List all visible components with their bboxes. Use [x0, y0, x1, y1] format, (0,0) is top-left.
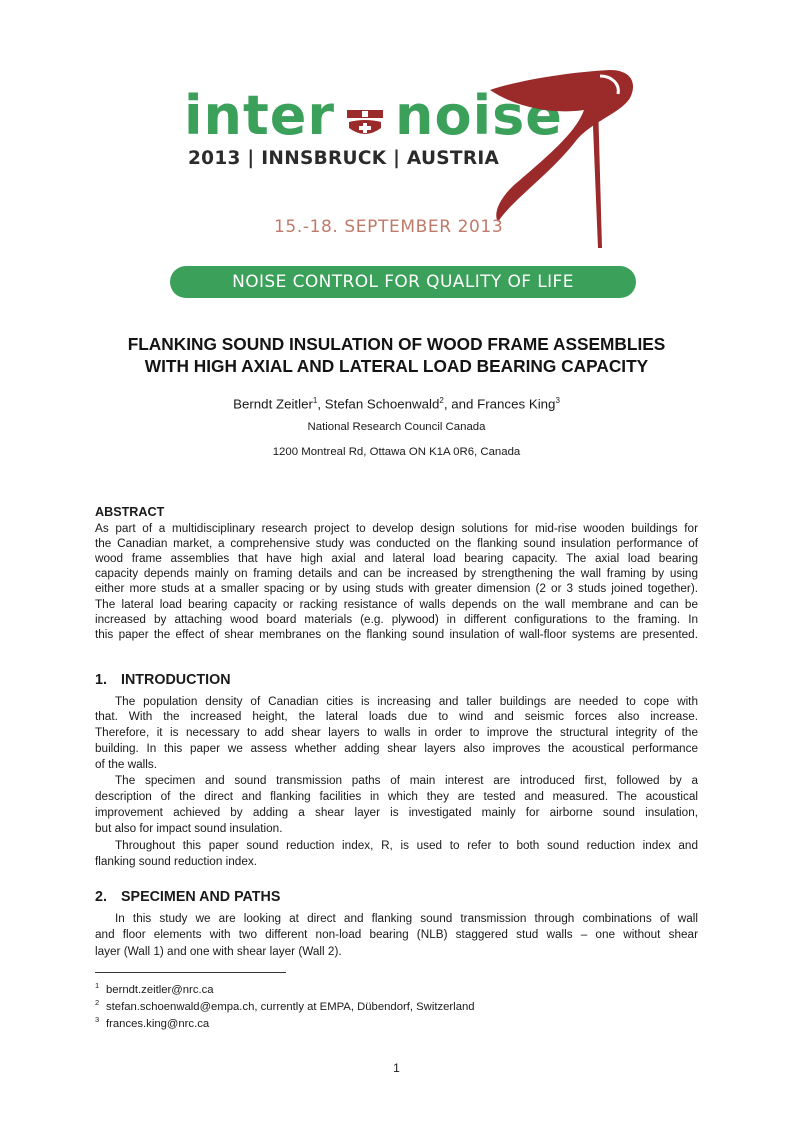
footnote-email-link[interactable]: stefan.schoenwald@empa.ch, currently at EMPA, Dübendorf, Switzerland: [106, 1000, 475, 1013]
author-separator: ,: [317, 396, 325, 412]
author-list: [0, 396, 793, 411]
author-mark: 2: [439, 396, 444, 405]
text-line: In this study we are looking at direct and flanking sound transmission through combinations of wall: [115, 912, 698, 925]
alpine-cross-mark-icon: [345, 106, 385, 140]
text-line: The specimen and sound transmission paths of main interest are introduced first, followed by a: [115, 774, 698, 787]
footnote-divider: [95, 972, 286, 973]
footnote-email-link[interactable]: berndt.zeitler@nrc.ca: [106, 983, 214, 996]
footnote: [95, 998, 475, 1013]
text-line: increased by attaching wood board materials (e.g. plywood) in different configurations to the framing. In: [95, 613, 698, 626]
high-heel-shoe-icon: [480, 62, 640, 252]
section-title: INTRODUCTION: [121, 672, 231, 688]
text-line: the Canadian market, a comprehensive study was conducted on the flanking sound insulation performance of: [95, 537, 698, 550]
footnote: [95, 1015, 209, 1030]
footnote: [95, 981, 214, 996]
section-number: 2.: [95, 889, 107, 905]
paper-title: [60, 333, 733, 377]
text-line: this paper the effect of shear membranes on the flanking sound insulation of wall-floor systems are presented.: [95, 628, 698, 641]
text-line: improvement achieved by adding a shear layer is investigated mainly for airborne sound insulation,: [95, 806, 698, 819]
text-line: of the walls.: [95, 758, 158, 771]
text-line: Therefore, it is necessary to add shear layers to walls in order to improve the structural integrity of the: [95, 726, 698, 739]
abstract-heading: ABSTRACT: [95, 505, 165, 519]
section-number: 1.: [95, 672, 107, 688]
event-location: 2013 | INNSBRUCK | AUSTRIA: [188, 148, 500, 169]
author-name: Stefan Schoenwald: [324, 396, 440, 412]
footnote-email-link[interactable]: frances.king@nrc.ca: [106, 1017, 210, 1030]
text-line: that. With the increased height, the lateral loads due to wind and seismic forces also increase.: [95, 710, 698, 723]
footnote-mark: 1: [95, 981, 100, 990]
affiliation: National Research Council Canada: [307, 421, 486, 433]
text-line: Throughout this paper sound reduction index, R, is used to refer to both sound reduction index and: [115, 839, 698, 852]
section-title: SPECIMEN AND PATHS: [121, 889, 281, 905]
text-line: description of the direct and flanking facilities in which they are tested and measured. The acoustical: [95, 790, 698, 803]
text-line: and floor elements with two different non-load bearing (NLB) staggered stud walls – one without shear: [95, 928, 698, 941]
footnote-mark: 3: [95, 1015, 100, 1024]
section-heading-introduction: [95, 672, 231, 688]
text-line: The lateral load bearing capacity or racking resistance of walls depends on the wall membrane and can be: [95, 598, 698, 611]
page-number: 1: [393, 1061, 400, 1075]
event-dates: 15.-18. SEPTEMBER 2013: [274, 217, 504, 237]
title-line: FLANKING SOUND INSULATION OF WOOD FRAME ASSEMBLIES: [127, 334, 666, 354]
text-line: either more studs at a smaller spacing or by using studs with greater dimension (2 or 3 studs joined together).: [95, 582, 698, 595]
author-mark: 3: [555, 396, 560, 405]
title-line: WITH HIGH AXIAL AND LATERAL LOAD BEARING CAPACITY: [144, 356, 649, 376]
text-line: The population density of Canadian cities is increasing and taller buildings are needed to cope with: [115, 695, 698, 708]
text-line: wood frame assemblies that have high axial and lateral load bearing capacity. The axial load bearing: [95, 552, 698, 565]
brand-word-left: inter: [184, 84, 336, 147]
text-line: capacity depends mainly on framing details and can be increased by strengthening the wall framing by using: [95, 567, 698, 580]
address: 1200 Montreal Rd, Ottawa ON K1A 0R6, Canada: [272, 446, 521, 458]
text-line: but also for impact sound insulation.: [95, 822, 283, 835]
conference-motto: NOISE CONTROL FOR QUALITY OF LIFE: [170, 266, 636, 298]
footnote-mark: 2: [95, 998, 100, 1007]
text-line: As part of a multidisciplinary research project to develop design solutions for mid-rise wooden buildings for: [95, 522, 698, 535]
author-separator: , and: [443, 396, 478, 412]
author-mark: 1: [312, 396, 318, 405]
text-line: flanking sound reduction index.: [95, 855, 257, 868]
author-name: Frances King: [477, 396, 556, 412]
text-line: layer (Wall 1) and one with shear layer (Wall 2).: [95, 945, 342, 958]
brand-word-right: noise: [395, 84, 563, 147]
author-name: Berndt Zeitler: [233, 396, 313, 412]
section-heading-specimen: [95, 889, 280, 905]
text-line: building. In this paper we assess whether adding shear layers also improves the acoustical performance: [95, 742, 698, 755]
